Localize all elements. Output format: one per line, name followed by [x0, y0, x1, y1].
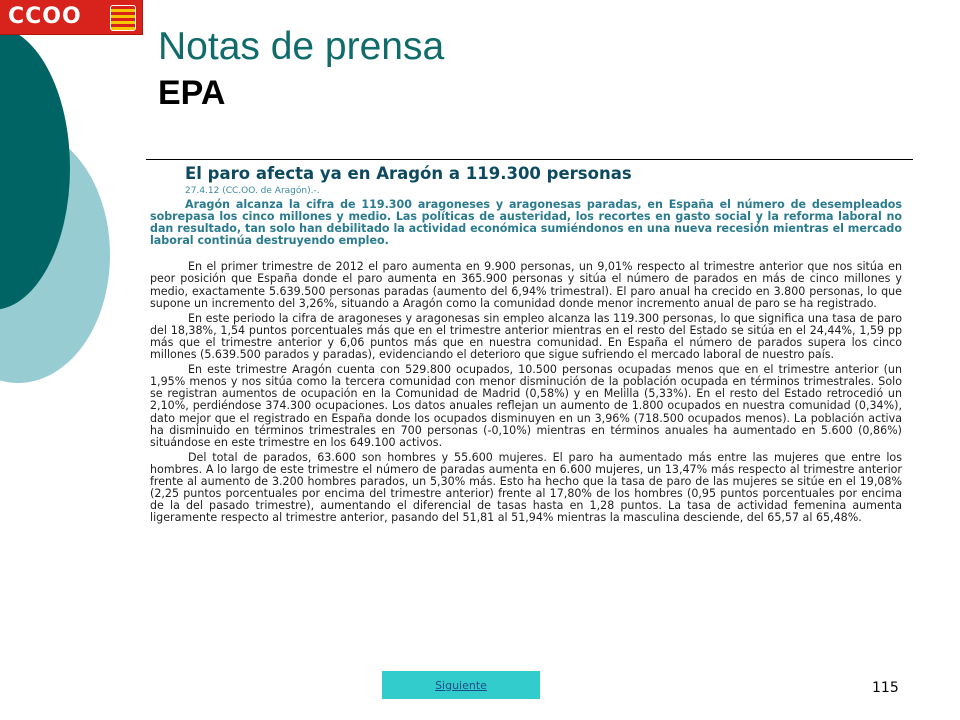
next-button[interactable]: Siguiente [382, 671, 540, 699]
article-paragraph: Del total de parados, 63.600 son hombres y 55.600 mujeres. El paro ha aumentado más entre las mujeres que entre los hombres. A lo largo de este trimestre el número de paradas aumenta en 6.600 mujeres, un 13,47% más respecto al trimestre anterior frente al aumento de 3.200 hombres parados, un 5,30% más. Esto ha hecho que la tasa de paro de las mujeres se sitúe en el 19,08% (2,25 puntos porcentuales por encima del trimestre anterior) frente al 17,80% de los hombres (0,95 puntos porcentuales por encima de la del pasado trimestre), aumentando el diferencial de tasas hasta en 1,28 puntos. La tasa de actividad femenina aumenta ligeramente respecto al trimestre anterior, pasando del 51,81 al 51,94% mientras la masculina desciende, del 65,57 al 65,48%. [150, 450, 902, 525]
divider [146, 159, 913, 160]
article [150, 163, 902, 527]
page-subtitle: EPA [158, 74, 226, 112]
page-title: Notas de prensa [158, 25, 445, 68]
page-number: 115 [872, 680, 899, 696]
aragon-flag-icon [110, 5, 136, 31]
article-date: 27.4.12 (CC.OO. de Aragón).-. [185, 186, 320, 196]
article-paragraph: En este trimestre Aragón cuenta con 529.800 ocupados, 10.500 personas ocupadas menos que en el trimestre anterior (un 1,95% menos y nos sitúa como la tercera comunidad con menor disminución de la población ocupada en términos trimestrales. Solo se registran aumentos de ocupación en la Comunidad de Madrid (0,58%) y en Melilla (5,33%). En el resto del Estado retrocedió un 2,10%, perdiéndose 374.300 ocupaciones. Los datos anuales reflejan un aumento de 1.800 ocupados en nuestra comunidad (0,34%), dato mejor que el registrado en España donde los ocupados disminuyen en un 3,96% (718.500 ocupados menos). La población activa ha disminuido en términos trimestrales en 700 personas (-0,10%) mientras en términos anuales ha aumentado en 5.600 (0,86%) situándose en este trimestre en los 649.100 activos. [150, 363, 902, 449]
article-headline: El paro afecta ya en Aragón a 119.300 personas [185, 164, 632, 183]
article-paragraph: En el primer trimestre de 2012 el paro aumenta en 9.900 personas, un 9,01% respecto al trimestre anterior que nos sitúa en peor posición que España donde el paro aumenta en 365.900 personas y sitúa el número de parados en más de cinco millones y medio, exactamente 5.639.500 personas paradas (aumento del 6,94% trimestral). El paro anual ha crecido en 3.800 personas, lo que supone un incremento del 3,26%, situando a Aragón como la comunidad donde menor incremento anual de paro se ha registrado. [150, 260, 902, 310]
article-lead: Aragón alcanza la cifra de 119.300 aragoneses y aragonesas paradas, en España el número de desempleados sobrepasa los cinco millones y medio. Las políticas de austeridad, los recortes en gasto social y la reforma laboral no dan resultado, tan solo han debilitado la actividad económica sumiéndonos en una nueva recesión mientras el mercado laboral continúa destruyendo empleo. [150, 198, 902, 248]
logo-text: CCOO [8, 4, 82, 29]
article-paragraph: En este periodo la cifra de aragoneses y aragonesas sin empleo alcanza las 119.300 personas, lo que significa una tasa de paro del 18,38%, 1,54 puntos porcentuales más que en el trimestre anterior mientras en el resto del Estado se sitúa en el 24,44%, 1,59 pp más que el trimestre anterior y 6,06 puntos más que en nuestra comunidad. En España el número de parados supera los cinco millones (5.639.500 parados y paradas), evidenciando el deterioro que sigue sufriendo el mercado laboral de nuestro país. [150, 311, 902, 362]
ccoo-logo [0, 0, 143, 35]
